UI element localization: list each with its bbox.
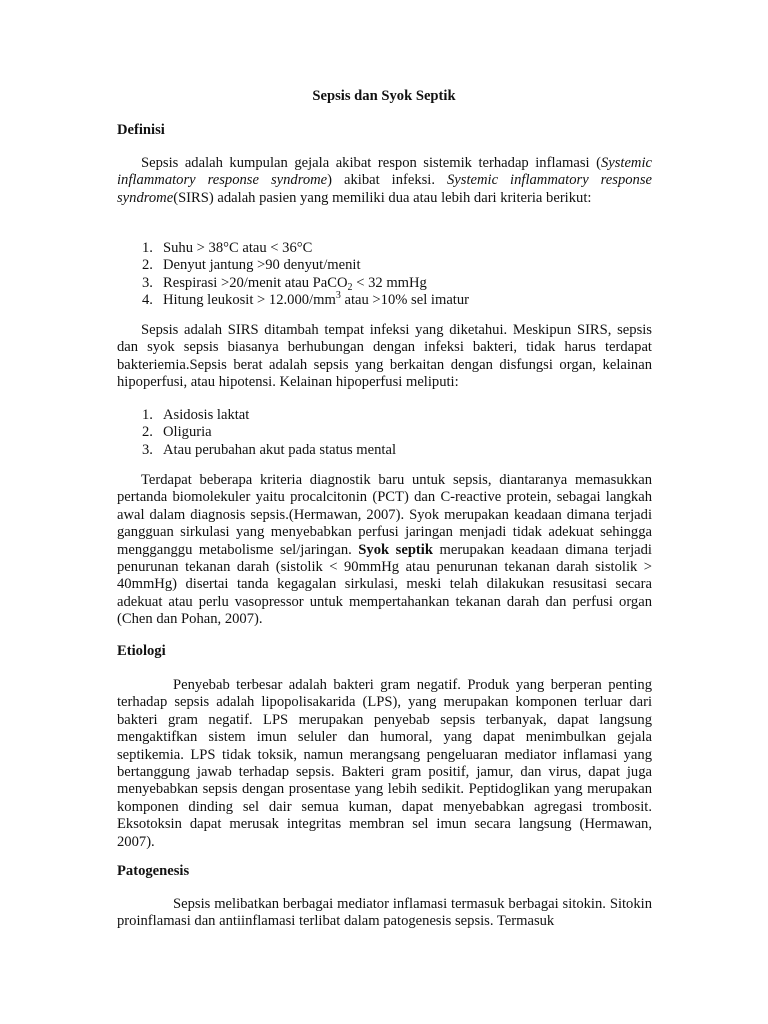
list-text: Respirasi >20/menit atau PaCO [163,274,348,291]
heading-definisi: Definisi [117,122,165,138]
list-number: 2. [142,257,153,274]
subscript: 2 [347,281,353,293]
list-item [142,442,652,459]
list-text: < 32 mmHg [352,274,427,291]
superscript: 3 [335,290,341,302]
list-item [142,424,652,441]
paragraph-sirs-sepsis: Sepsis adalah SIRS ditambah tempat infeksi yang diketahui. Meskipun SIRS, sepsis dan syok sepsis biasanya berhubungan dengan infeksi bakteri, tidak harus terdapat bakteriemia.Sepsis berat adalah sepsis yang berkaitan dengan disfungsi organ, kelainan hipoperfusi, atau hipotensi. Kelainan hipoperfusi meliputi: [117,322,652,391]
text-run: (SIRS) adalah pasien yang memiliki dua atau lebih dari kriteria berikut: [173,189,592,206]
list-text: Oliguria [163,424,212,441]
text-run: merupakan keadaan dimana terjadi penurunan tekanan darah (sistolik < 90mmHg atau penurunan tekanan darah sistolik > 40mmHg) disertai tanda kegagalan sirkulasi, meski telah dilakukan resusitasi secara adekuat atau perlu vasopressor untuk mempertahankan tekanan darah dan perfusi organ (Chen dan Pohan, 2007). [117,541,652,628]
list-item [142,292,652,309]
heading-etiologi: Etiologi [117,643,166,659]
text-run: Terdapat beberapa kriteria diagnostik baru untuk sepsis, diantaranya memasukkan pertanda biomolekuler yaitu procalcitonin (PCT) dan C-reactive protein, sebagai langkah awal dalam diagnosis sepsis.(Hermawan, 2007). Syok merupakan keadaan dimana terjadi gangguan sirkulasi yang menyebabkan perfusi jaringan menjadi tidak adekuat sehingga mengganggu metabolisme sel/jaringan. [117,472,652,558]
list-item [142,275,652,292]
list-number: 2. [142,424,153,441]
list-text: Hitung leukosit > 12.000/mm [163,292,336,309]
heading-patogenesis: Patogenesis [117,863,190,879]
bold-term: Syok septik [358,541,433,558]
list-item [142,240,652,257]
list-text: Asidosis laktat [163,407,250,423]
list-number: 3. [142,274,153,291]
list-number: 1. [142,407,153,423]
list-text: Suhu > 38°C atau < 36°C [163,240,313,256]
list-number: 4. [142,292,153,309]
paragraph-diagnostic-criteria [117,472,652,629]
paragraph-patogenesis: Sepsis melibatkan berbagai mediator inflamasi termasuk berbagai sitokin. Sitokin proinflamasi dan antiinflamasi terlibat dalam patogenesis sepsis. Termasuk [117,896,652,930]
list-text: Atau perubahan akut pada status mental [163,441,397,458]
list-text: atau >10% sel imatur [340,292,470,309]
list-number: 3. [142,441,153,458]
document-title: Sepsis dan Syok Septik [312,88,456,104]
paragraph-etiologi: Penyebab terbesar adalah bakteri gram negatif. Produk yang berperan penting terhadap sepsis adalah lipopolisakarida (LPS), yang merupakan komponen terluar dari bakteri gram negatif. LPS merupakan penyebab sepsis terbanyak, dapat langsung mengaktifkan sistem imun seluler dan humoral, yang dapat menimbulkan gejala septikemia. LPS tidak toksik, namun merangsang pengeluaran mediator inflamasi yang bertanggung jawab terhadap sepsis. Bakteri gram positif, jamur, dan virus, dapat juga menyebabkan sepsis dengan prosentase yang lebih sedikit. Peptidoglikan yang merupakan komponen dinding sel dair semua kuman, dapat menyebabkan agregasi trombosit. Eksotoksin dapat merusak integritas membran sel imun secara langsung (Hermawan, 2007). [117,677,652,850]
list-text: Denyut jantung >90 denyut/menit [163,257,361,274]
hypoperfusion-list [142,407,652,459]
list-item [142,407,652,424]
paragraph-sepsis-definition [117,155,652,207]
sirs-criteria-list [142,240,652,310]
list-number: 1. [142,240,153,256]
list-item [142,257,652,274]
italic-term: Systemic inflammatory response syndrome [117,155,652,189]
text-run: ) akibat infeksi. [327,172,447,189]
text-run: Sepsis adalah kumpulan gejala akibat respon sistemik terhadap inflamasi ( [141,155,601,171]
italic-term: Systemic inflammatory response syndrome [117,172,653,206]
